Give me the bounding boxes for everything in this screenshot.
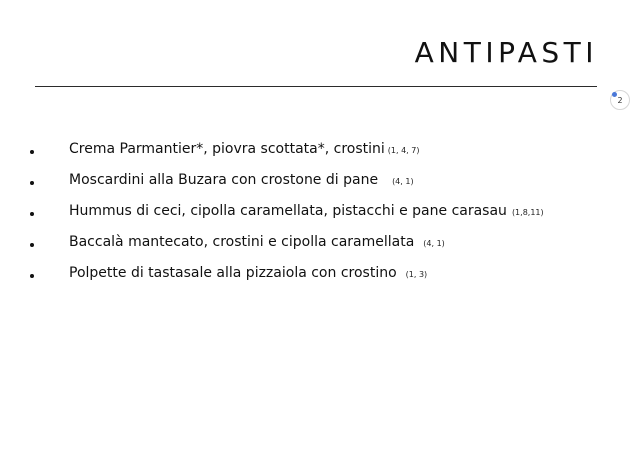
dish-name: Hummus di ceci, cipolla caramellata, pistacchi e pane carasau (69, 203, 507, 219)
bullet-icon (30, 181, 34, 185)
status-dot-icon (612, 92, 617, 97)
slide-title: ANTIPASTI (414, 36, 598, 69)
allergen-codes: (4, 1) (423, 239, 445, 248)
allergen-codes: (4, 1) (392, 177, 414, 186)
antipasti-menu-list (0, 139, 544, 294)
allergen-codes: (1, 3) (405, 270, 428, 279)
dish-name: Moscardini alla Buzara con crostone di pane (69, 172, 379, 188)
bullet-icon (30, 274, 34, 278)
menu-item (0, 170, 544, 201)
bullet-icon (30, 150, 34, 154)
bullet-icon (30, 243, 34, 247)
title-divider (35, 86, 597, 87)
dish-name: Crema Parmantier*, piovra scottata*, crostini (69, 141, 385, 157)
allergen-codes: (1,8,11) (511, 208, 544, 217)
page-number-badge[interactable] (610, 90, 630, 110)
menu-item (0, 139, 544, 170)
allergen-codes: (1, 4, 7) (387, 146, 420, 155)
menu-item (0, 201, 544, 232)
bullet-icon (30, 212, 34, 216)
menu-item (0, 263, 544, 294)
page-number: 2 (617, 95, 623, 105)
menu-item (0, 232, 544, 263)
dish-name: Baccalà mantecato, crostini e cipolla caramellata (69, 234, 415, 250)
dish-name: Polpette di tastasale alla pizzaiola con crostino (69, 265, 397, 281)
